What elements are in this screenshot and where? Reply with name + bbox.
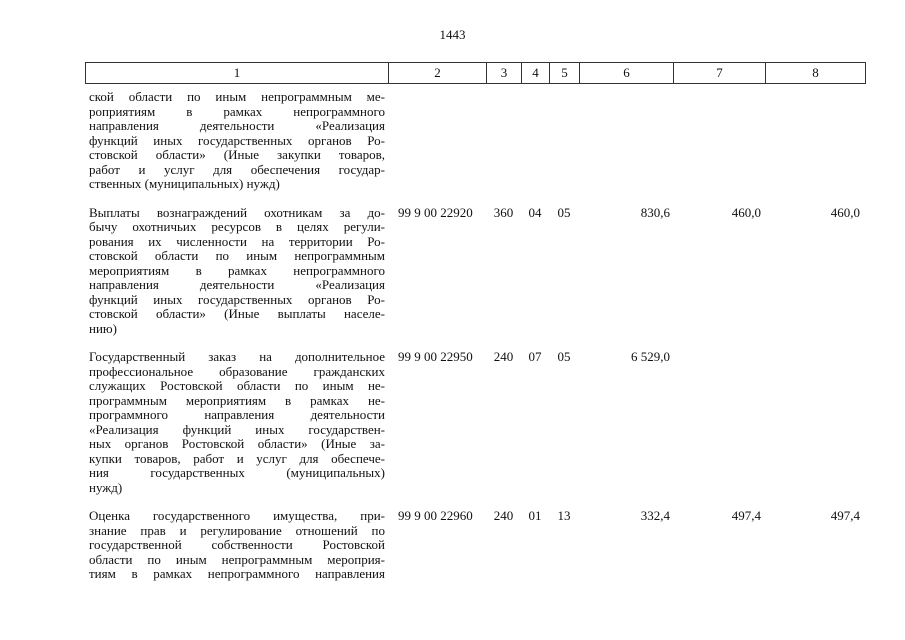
- description-line: стовской области по иным непрограммным: [89, 248, 385, 263]
- description-line: программным мероприятиям в рамках не-: [89, 392, 385, 408]
- header-col-4: 4: [522, 63, 550, 84]
- description-line: направления деятельности «Реализация: [89, 277, 385, 292]
- row-value-1: 332,4: [640, 508, 670, 523]
- description-line: бычу охотничьих ресурсов в целях регули-: [89, 219, 385, 234]
- row-value-2: 497,4: [731, 508, 761, 523]
- description-line: стовской области» (Иные выплаты населе-: [89, 306, 385, 321]
- row-vr: 360: [493, 204, 514, 220]
- table-row: [85, 350, 865, 495]
- row-rz: 04: [528, 204, 542, 220]
- description-line: нию): [89, 320, 117, 336]
- description-line: «Реализация функций иных государствен-: [89, 421, 385, 437]
- row-value-1: 830,6: [640, 204, 670, 220]
- row-vr: 240: [493, 349, 514, 364]
- table-body: [85, 90, 865, 582]
- row-value-1: 6 529,0: [631, 349, 670, 364]
- description-line: мероприятиям в рамках непрограммного: [89, 262, 385, 278]
- table-header: [85, 62, 866, 84]
- description-line: нужд): [89, 479, 123, 495]
- description-line: тиям в рамках непрограммного направления: [89, 566, 385, 581]
- page-number: 1443: [439, 27, 466, 42]
- description-line: функций иных государственных органов Ро-: [89, 291, 385, 307]
- row-vr: 240: [493, 508, 514, 523]
- row-code: 99 9 00 22950: [398, 349, 473, 364]
- description-line: Государственный заказ на дополнительное: [89, 349, 385, 364]
- header-col-6: 6: [580, 63, 674, 84]
- description-line: области по иным непрограммным мероприя-: [89, 551, 385, 567]
- description-line: знание прав и регулирование отношений по: [89, 522, 385, 538]
- description-line: рования их численности на территории Ро-: [89, 233, 385, 249]
- description-line: ных органов Ростовской области» (Иные за-: [89, 436, 385, 451]
- description-line: Оценка государственного имущества, при-: [89, 508, 385, 523]
- row-pr: 13: [557, 508, 571, 523]
- row-description: [85, 90, 388, 192]
- description-line: функций иных государственных органов Ро-: [89, 132, 385, 148]
- row-rz: 07: [528, 349, 542, 364]
- header-col-1: 1: [86, 63, 389, 84]
- row-code: 99 9 00 22920: [398, 204, 473, 220]
- description-line: программного направления деятельности: [89, 407, 385, 422]
- description-line: ской области по иным непрограммным ме-: [89, 89, 385, 104]
- row-pr: 05: [557, 204, 571, 220]
- description-line: ственных (муниципальных) нужд): [89, 176, 280, 191]
- row-description: [85, 509, 388, 582]
- description-line: купки товаров, работ и услуг для обеспече-: [89, 450, 385, 466]
- table-row: [85, 90, 865, 192]
- description-line: служащих Ростовской области по иным не-: [89, 378, 385, 393]
- row-rz: 01: [528, 508, 542, 523]
- row-description: [85, 350, 388, 495]
- table-row: [85, 206, 865, 337]
- description-line: роприятиям в рамках непрограммного: [89, 103, 385, 119]
- row-pr: 05: [557, 349, 571, 364]
- description-line: работ и услуг для обеспечения государ-: [89, 161, 385, 177]
- row-code: 99 9 00 22960: [398, 508, 473, 523]
- description-line: стовской области» (Иные закупки товаров,: [89, 147, 385, 162]
- header-col-8: 8: [766, 63, 866, 84]
- header-col-3: 3: [487, 63, 522, 84]
- description-line: профессиональное образование гражданских: [89, 363, 385, 379]
- description-line: направления деятельности «Реализация: [89, 118, 385, 133]
- table-row: [85, 509, 865, 582]
- header-col-2: 2: [389, 63, 487, 84]
- description-line: государственной собственности Ростовской: [89, 537, 385, 552]
- row-value-3: 497,4: [830, 508, 860, 523]
- row-value-3: 460,0: [830, 204, 860, 220]
- row-description: [85, 206, 388, 337]
- header-col-5: 5: [550, 63, 580, 84]
- description-line: Выплаты вознаграждений охотникам за до-: [89, 204, 385, 220]
- row-value-2: 460,0: [731, 204, 761, 220]
- header-col-7: 7: [674, 63, 766, 84]
- description-line: ния государственных (муниципальных): [89, 465, 385, 480]
